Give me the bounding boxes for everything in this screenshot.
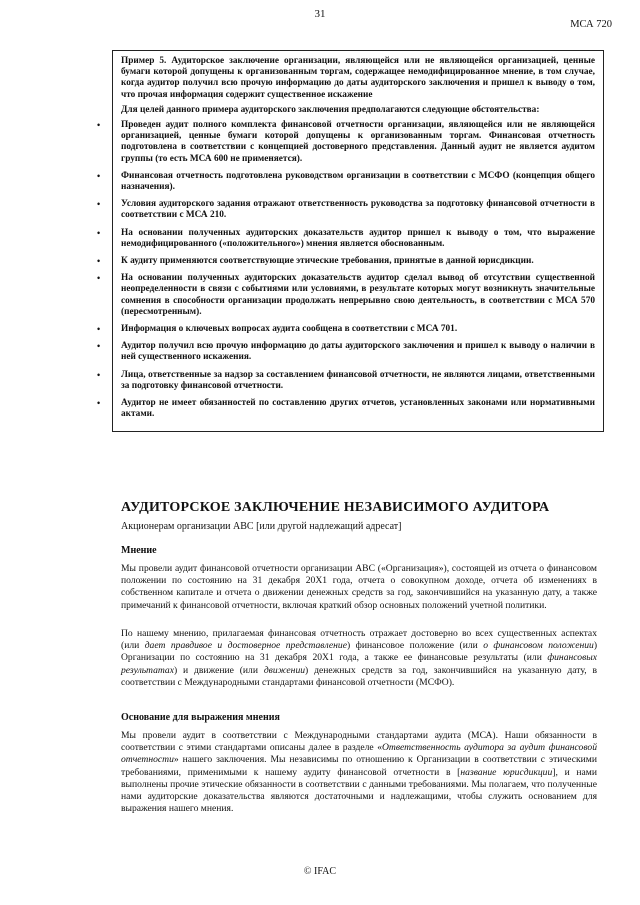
example-box (97, 50, 604, 432)
list-item-text: Лица, ответственные за надзор за составлением финансовой отчетности, не являются лицами, ответственными за подготовку финансовой отчетности. (121, 369, 595, 391)
list-item (97, 227, 595, 250)
list-item (97, 256, 595, 267)
page-number: 31 (314, 8, 326, 20)
bullet-icon: • (97, 227, 101, 238)
report-title: АУДИТОРСКОЕ ЗАКЛЮЧЕНИЕ НЕЗАВИСИМОГО АУДИТОРА (121, 500, 550, 515)
bullet-icon: • (97, 256, 101, 267)
basis-heading: Основание для выражения мнения (121, 712, 280, 723)
opinion-text: ) и движение (или (173, 664, 264, 676)
opinion-text: ) денежных средств за год, закончившийся на указанную дату, в соответствии с Международными стандартами финансовой отчетности (МСФО). (121, 664, 597, 688)
list-item (97, 341, 595, 363)
list-item-text: Аудитор не имеет обязанностей по составлению других отчетов, установленных законами или нормативными актами. (121, 398, 595, 420)
bullet-icon: • (97, 170, 101, 181)
opinion-emphasis: финансовых результатах (121, 652, 597, 676)
list-item (97, 120, 595, 165)
list-item (97, 369, 595, 392)
bullet-icon: • (97, 120, 101, 131)
list-item-text: Информация о ключевых вопросах аудита сообщена в соответствии с МСА 701. (121, 324, 458, 335)
bullet-icon: • (97, 369, 101, 380)
list-item-text: Проведен аудит полного комплекта финансовой отчетности организации, являющейся или не являющейся организацией, ценные бумаги которой допущены к организованным торгам. Финансовая отчетность подготовлена в соответствии с концепцией достоверного представления. Данный аудит не является аудитом группы (то есть МСА 600 не применяется). (121, 120, 595, 164)
bullet-icon: • (97, 398, 101, 409)
opinion-emphasis: движении (263, 664, 306, 676)
copyright-footer: © IFAC (303, 866, 337, 877)
list-item-text: Финансовая отчетность подготовлена руководством организации в соответствии с МСФО (концепция общего назначения). (121, 170, 595, 193)
bullet-icon: • (97, 341, 101, 352)
list-item-text: Аудитор получил всю прочую информацию до даты аудиторского заключения и пришел к выводу о наличии в ней существенного искажения. (121, 341, 595, 363)
list-item-text: Условия аудиторского задания отражают ответственность руководства за подготовку финансовой отчетности в соответствии с МСА 210. (121, 199, 595, 221)
list-item (97, 199, 595, 221)
list-item (97, 398, 595, 420)
addressee: Акционерам организации ABC [или другой надлежащий адресат] (121, 521, 402, 532)
example-assumptions: Для целей данного примера аудиторского заключения предполагаются следующие обстоятельства: (121, 104, 540, 115)
list-item (97, 170, 595, 193)
bullet-icon: • (97, 324, 101, 335)
assumption-list (97, 120, 595, 420)
opinion-text: По нашему мнению, прилагаемая финансовая отчетность отражает достоверно во всех существенных аспектах (или (121, 628, 597, 652)
basis-paragraph (121, 730, 597, 815)
basis-text: ], и нами выполнены прочие этические обязанности в соответствии с данными требованиями. Мы полагаем, что полученные нами аудиторские доказательства являются достаточными и надлежащими, чтобы служить основанием для выражения нашего мнения. (121, 766, 598, 815)
opinion-heading: Мнение (121, 545, 157, 556)
opinion-emphasis: о финансовом положении (483, 640, 594, 652)
opinion-text: ) финансовое положение (или (346, 640, 484, 652)
opinion-paragraph-2 (121, 628, 597, 689)
bullet-icon: • (97, 199, 101, 210)
list-item-text: На основании полученных аудиторских доказательств аудитор пришел к выводу о том, что выражение немодифицированного («положительного») мнения является обоснованным. (121, 227, 595, 249)
standard-code: МСА 720 (570, 19, 612, 30)
list-item-text: На основании полученных аудиторских доказательств аудитор сделал вывод об отсутствии существенной неопределенности в связи с событиями или условиями, в результате которых могут возникнуть значительные сомнения в способности организации продолжать непрерывно свою деятельность, в соответствии с МСА 570 (пересмотренным). (121, 273, 595, 317)
basis-text: Мы провели аудит в соответствии с Международными стандартами аудита (МСА). Наши обязанности в соответствии с этими стандартами описаны далее в разделе « (121, 730, 597, 754)
basis-emphasis: Ответственность аудитора за аудит финансовой отчетности (121, 742, 597, 766)
list-item (97, 324, 595, 335)
opinion-text: ) Организации по состоянию на 31 декабря 20X1 года, а также ее финансовые результаты (или (121, 640, 598, 664)
basis-text: » нашего заключения. Мы независимы по отношению к Организации в соответствии с этическими требованиями, применимыми к нашему аудиту финансовой отчетности в [ (121, 754, 597, 778)
list-item (97, 273, 595, 318)
basis-emphasis: название юрисдикции (460, 766, 553, 778)
list-item-text: К аудиту применяются соответствующие этические требования, принятые в данной юрисдикции. (121, 256, 534, 267)
example-intro: Пример 5. Аудиторское заключение организации, являющейся или не являющейся организацией, ценные бумаги которой допущены к организованным торгам, содержащее немодифицированное мнение, в том случае, когда аудитор получил всю прочую информацию до даты аудиторского заключения и пришел к выводу о том, что прочая информация содержит существенное искажение (121, 56, 595, 100)
opinion-emphasis: дает правдивое и достоверное представление (144, 640, 347, 652)
bullet-icon: • (97, 273, 101, 284)
opinion-paragraph-1: Мы провели аудит финансовой отчетности организации ABC («Организация»), состоящей из отчета о финансовом положении по состоянию на 31 декабря 20X1 года, отчета о совокупном доходе, отчета об изменениях в собственном капитале и отчета о движении денежных средств за год, закончившийся на указанную дату, а также примечаний к финансовой отчетности, включая краткий обзор основных положений учетной политики. (121, 563, 597, 611)
